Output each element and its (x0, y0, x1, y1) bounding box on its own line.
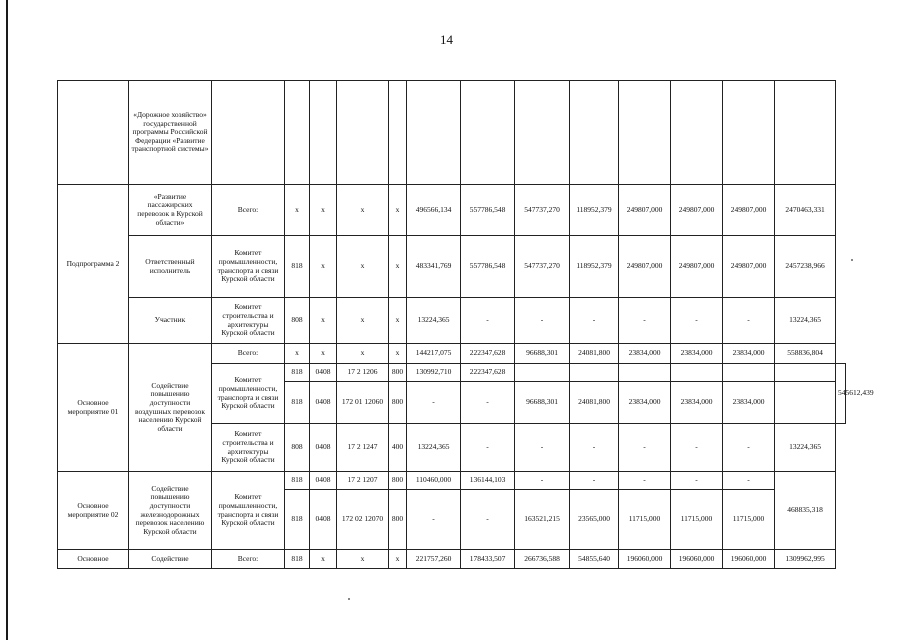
value-cell: - (570, 424, 619, 472)
value-cell: - (515, 298, 570, 344)
value-cell: - (461, 490, 515, 550)
value-cell: 557786,548 (461, 236, 515, 298)
value-cell: 163521,215 (515, 490, 570, 550)
vr-cell: x (389, 236, 407, 298)
rzpr-cell: x (310, 550, 337, 569)
vr-cell: x (389, 550, 407, 569)
value-cell: - (407, 490, 461, 550)
value-cell: 23834,000 (671, 382, 723, 424)
program-name-cell: «Дорожное хозяйство» государственной программы Российской Федерации «Развитие транспортной системы» (129, 81, 212, 185)
value-cell: 118952,379 (570, 185, 619, 236)
budget-table (57, 80, 874, 569)
value-cell: - (461, 298, 515, 344)
value-cell: 11715,000 (619, 490, 671, 550)
value-cell: - (515, 472, 570, 490)
rzpr-cell: 0408 (310, 424, 337, 472)
value-cell: 266736,588 (515, 550, 570, 569)
value-cell: 13224,365 (407, 424, 461, 472)
program-name-cell: Содействие повышению доступности железнодорожных перевозок населению Курской области (129, 472, 212, 550)
executor-cell: Комитет промышленности, транспорта и связи Курской области (212, 236, 285, 298)
value-cell: 136144,103 (461, 472, 515, 490)
status-cell: Подпрограмма 2 (58, 185, 129, 344)
value-cell: 196060,000 (619, 550, 671, 569)
vr-cell: 800 (389, 472, 407, 490)
value-cell: 496566,134 (407, 185, 461, 236)
value-cell: 13224,365 (407, 298, 461, 344)
grbs-cell: x (285, 344, 310, 364)
vr-cell: 400 (389, 424, 407, 472)
grbs-cell: 808 (285, 424, 310, 472)
value-cell: 249807,000 (723, 236, 775, 298)
value-cell: 483341,769 (407, 236, 461, 298)
value-cell: - (671, 424, 723, 472)
value-cell: 249807,000 (671, 236, 723, 298)
table-row (58, 185, 846, 236)
value-cell: 222347,628 (461, 364, 515, 382)
table-row (58, 344, 846, 364)
page-edge-line (6, 0, 8, 640)
table-row (58, 81, 846, 185)
csr-cell: 17 2 1247 (337, 424, 389, 472)
rzpr-cell: x (310, 185, 337, 236)
total-cell: 545612,439 (836, 364, 846, 424)
total-cell: 2470463,331 (775, 185, 836, 236)
value-cell: 11715,000 (723, 490, 775, 550)
rzpr-cell: 0408 (310, 364, 337, 382)
executor-cell: Комитет промышленности, транспорта и связи Курской области (212, 364, 285, 424)
grbs-cell: 818 (285, 490, 310, 550)
value-cell: 96688,301 (515, 344, 570, 364)
rzpr-cell: x (310, 344, 337, 364)
status-cell: Основное мероприятие 02 (58, 472, 129, 550)
grbs-cell: 818 (285, 236, 310, 298)
value-cell: - (723, 298, 775, 344)
total-cell: 13224,365 (775, 298, 836, 344)
vr-cell: x (389, 344, 407, 364)
page-number: 14 (440, 32, 453, 47)
value-cell: 130992,710 (407, 364, 461, 382)
csr-cell: 17 2 1207 (337, 472, 389, 490)
value-cell: 24081,800 (570, 344, 619, 364)
value-cell: 23834,000 (619, 382, 671, 424)
total-cell: 1309962,995 (775, 550, 836, 569)
csr-cell: 172 02 12070 (337, 490, 389, 550)
program-name-cell: «Развитие пассажирских перевозок в Курской области» (129, 185, 212, 236)
rzpr-cell: 0408 (310, 382, 337, 424)
value-cell: - (570, 472, 619, 490)
grbs-cell: 818 (285, 472, 310, 490)
csr-cell: x (337, 298, 389, 344)
executor-cell: Комитет строительства и архитектуры Курской области (212, 298, 285, 344)
csr-cell: x (337, 236, 389, 298)
scan-speck (851, 259, 853, 261)
value-cell: 23834,000 (671, 344, 723, 364)
csr-cell: x (337, 344, 389, 364)
value-cell: 221757,260 (407, 550, 461, 569)
value-cell: 23834,000 (619, 344, 671, 364)
rzpr-cell: 0408 (310, 472, 337, 490)
value-cell: 110460,000 (407, 472, 461, 490)
csr-cell: x (337, 185, 389, 236)
value-cell: 23834,000 (723, 344, 775, 364)
total-cell: 13224,365 (775, 424, 836, 472)
value-cell: 118952,379 (570, 236, 619, 298)
value-cell: - (619, 424, 671, 472)
value-cell: 547737,270 (515, 236, 570, 298)
role-cell: Участник (129, 298, 212, 344)
grbs-cell: x (285, 185, 310, 236)
vr-cell: 800 (389, 364, 407, 382)
value-cell: - (407, 382, 461, 424)
status-cell: Основное мероприятие 01 (58, 344, 129, 472)
rzpr-cell: x (310, 236, 337, 298)
value-cell: 96688,301 (515, 382, 570, 424)
executor-cell: Всего: (212, 550, 285, 569)
table-row (58, 472, 846, 490)
total-cell: 468835,318 (775, 472, 836, 550)
scan-speck (348, 598, 350, 600)
executor-cell: Комитет промышленности, транспорта и связи Курской области (212, 472, 285, 550)
executor-cell: Всего: (212, 185, 285, 236)
value-cell: 547737,270 (515, 185, 570, 236)
value-cell: - (723, 424, 775, 472)
csr-cell: x (337, 550, 389, 569)
vr-cell: x (389, 298, 407, 344)
status-cell (58, 81, 129, 185)
value-cell: 249807,000 (671, 185, 723, 236)
value-cell: - (619, 298, 671, 344)
value-cell: - (515, 424, 570, 472)
value-cell: 54855,640 (570, 550, 619, 569)
program-name-cell: Содействие повышению доступности воздушных перевозок населению Курской области (129, 344, 212, 472)
value-cell: 144217,075 (407, 344, 461, 364)
role-cell: Ответственный исполнитель (129, 236, 212, 298)
total-cell: 558836,804 (775, 344, 836, 364)
grbs-cell: 818 (285, 364, 310, 382)
grbs-cell: 818 (285, 382, 310, 424)
value-cell: - (619, 472, 671, 490)
value-cell: 196060,000 (671, 550, 723, 569)
value-cell: 249807,000 (619, 185, 671, 236)
value-cell: - (570, 298, 619, 344)
table-row (58, 298, 846, 344)
value-cell: - (671, 298, 723, 344)
value-cell: 557786,548 (461, 185, 515, 236)
value-cell: 222347,628 (461, 344, 515, 364)
value-cell: 178433,507 (461, 550, 515, 569)
grbs-cell: 818 (285, 550, 310, 569)
program-name-cell: Содействие (129, 550, 212, 569)
value-cell: 249807,000 (619, 236, 671, 298)
value-cell: - (671, 472, 723, 490)
status-cell: Основное (58, 550, 129, 569)
executor-cell: Всего: (212, 344, 285, 364)
executor-cell: Комитет строительства и архитектуры Курской области (212, 424, 285, 472)
rzpr-cell: 0408 (310, 490, 337, 550)
csr-cell: 17 2 1206 (337, 364, 389, 382)
grbs-cell: 808 (285, 298, 310, 344)
value-cell: 249807,000 (723, 185, 775, 236)
value-cell: - (461, 382, 515, 424)
value-cell: 23834,000 (723, 382, 775, 424)
table-row (58, 236, 846, 298)
value-cell: 24081,800 (570, 382, 619, 424)
csr-cell: 172 01 12060 (337, 382, 389, 424)
value-cell: 196060,000 (723, 550, 775, 569)
value-cell: - (461, 424, 515, 472)
total-cell: 2457238,966 (775, 236, 836, 298)
value-cell: 11715,000 (671, 490, 723, 550)
vr-cell: x (389, 185, 407, 236)
value-cell: - (723, 472, 775, 490)
value-cell: 23565,000 (570, 490, 619, 550)
rzpr-cell: x (310, 298, 337, 344)
vr-cell: 800 (389, 382, 407, 424)
table-row (58, 550, 846, 569)
vr-cell: 800 (389, 490, 407, 550)
